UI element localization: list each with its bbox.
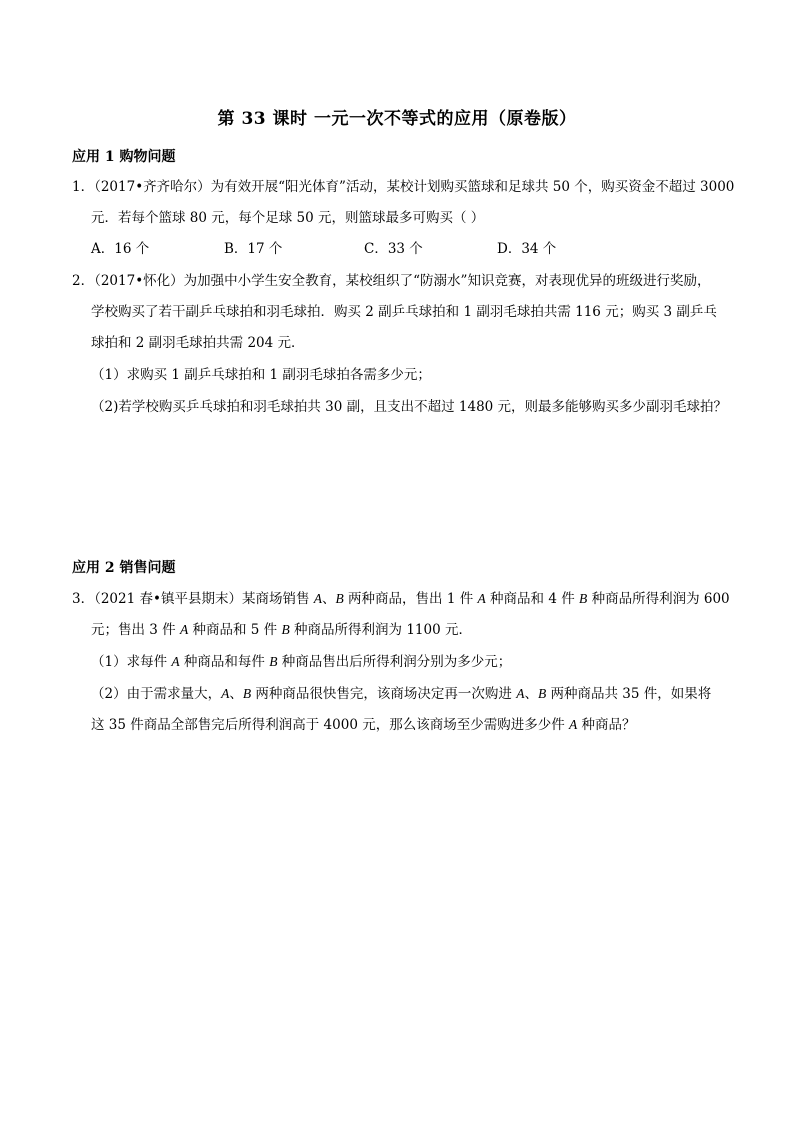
choice-a: A．16 个 — [91, 241, 150, 257]
choice-d: D．34 个 — [497, 241, 557, 257]
question-3-sub-1: （1）求每件 A 种商品和每件 B 种商品售出后所得利润分别为多少元； — [91, 654, 512, 670]
choice-c: C．33 个 — [364, 241, 423, 257]
question-2-line-1: 2．（2017•怀化）为加强中小学生安全教育，某校组织了“防溺水”知识竞赛，对表现优异的班级进行奖励， — [72, 273, 711, 289]
question-2-line-3: 球拍和 2 副羽毛球拍共需 204 元． — [91, 335, 305, 351]
question-1-line-2: 元．若每个篮球 80 元，每个足球 50 元，则篮球最多可购买（ ） — [91, 210, 485, 226]
question-3-line-last: 这 35 件商品全部售完后所得利润高于 4000 元，那么该商场至少需购进多少件 A 种商品？ — [91, 717, 636, 733]
section-heading-shopping: 应用 1 购物问题 — [72, 149, 176, 165]
question-3-line-1: 3．（2021 春•镇平县期末）某商场销售 A、B 两种商品，售出 1 件 A 种商品和 4 件 B 种商品所得利润为 600 — [72, 591, 730, 607]
question-2-line-2: 学校购买了若干副乒乓球拍和羽毛球拍．购买 2 副乒乓球拍和 1 副羽毛球拍共需 116 元；购买 3 副乒乓 — [91, 304, 717, 320]
question-3-line-2: 元；售出 3 件 A 种商品和 5 件 B 种商品所得利润为 1100 元． — [91, 622, 472, 638]
question-3-sub-2: （2）由于需求量大，A、B 两种商品很快售完，该商场决定再一次购进 A、B 两种商品共 35 件，如果将 — [91, 686, 712, 702]
question-2-sub-1: （1）求购买 1 副乒乓球拍和 1 副羽毛球拍各需多少元； — [91, 367, 431, 383]
page-title: 第 33 课时 一元一次不等式的应用（原卷版） — [217, 109, 577, 129]
question-2-sub-2: （2)若学校购买乒乓球拍和羽毛球拍共 30 副，且支出不超过 1480 元，则最多能够购买多少副羽毛球拍？ — [91, 399, 728, 415]
question-1-line-1: 1．（2017•齐齐哈尔）为有效开展“阳光体育”活动，某校计划购买篮球和足球共 50 个，购买资金不超过 3000 — [72, 179, 735, 195]
choice-b: B．17 个 — [224, 241, 283, 257]
section-heading-sales: 应用 2 销售问题 — [72, 560, 176, 576]
